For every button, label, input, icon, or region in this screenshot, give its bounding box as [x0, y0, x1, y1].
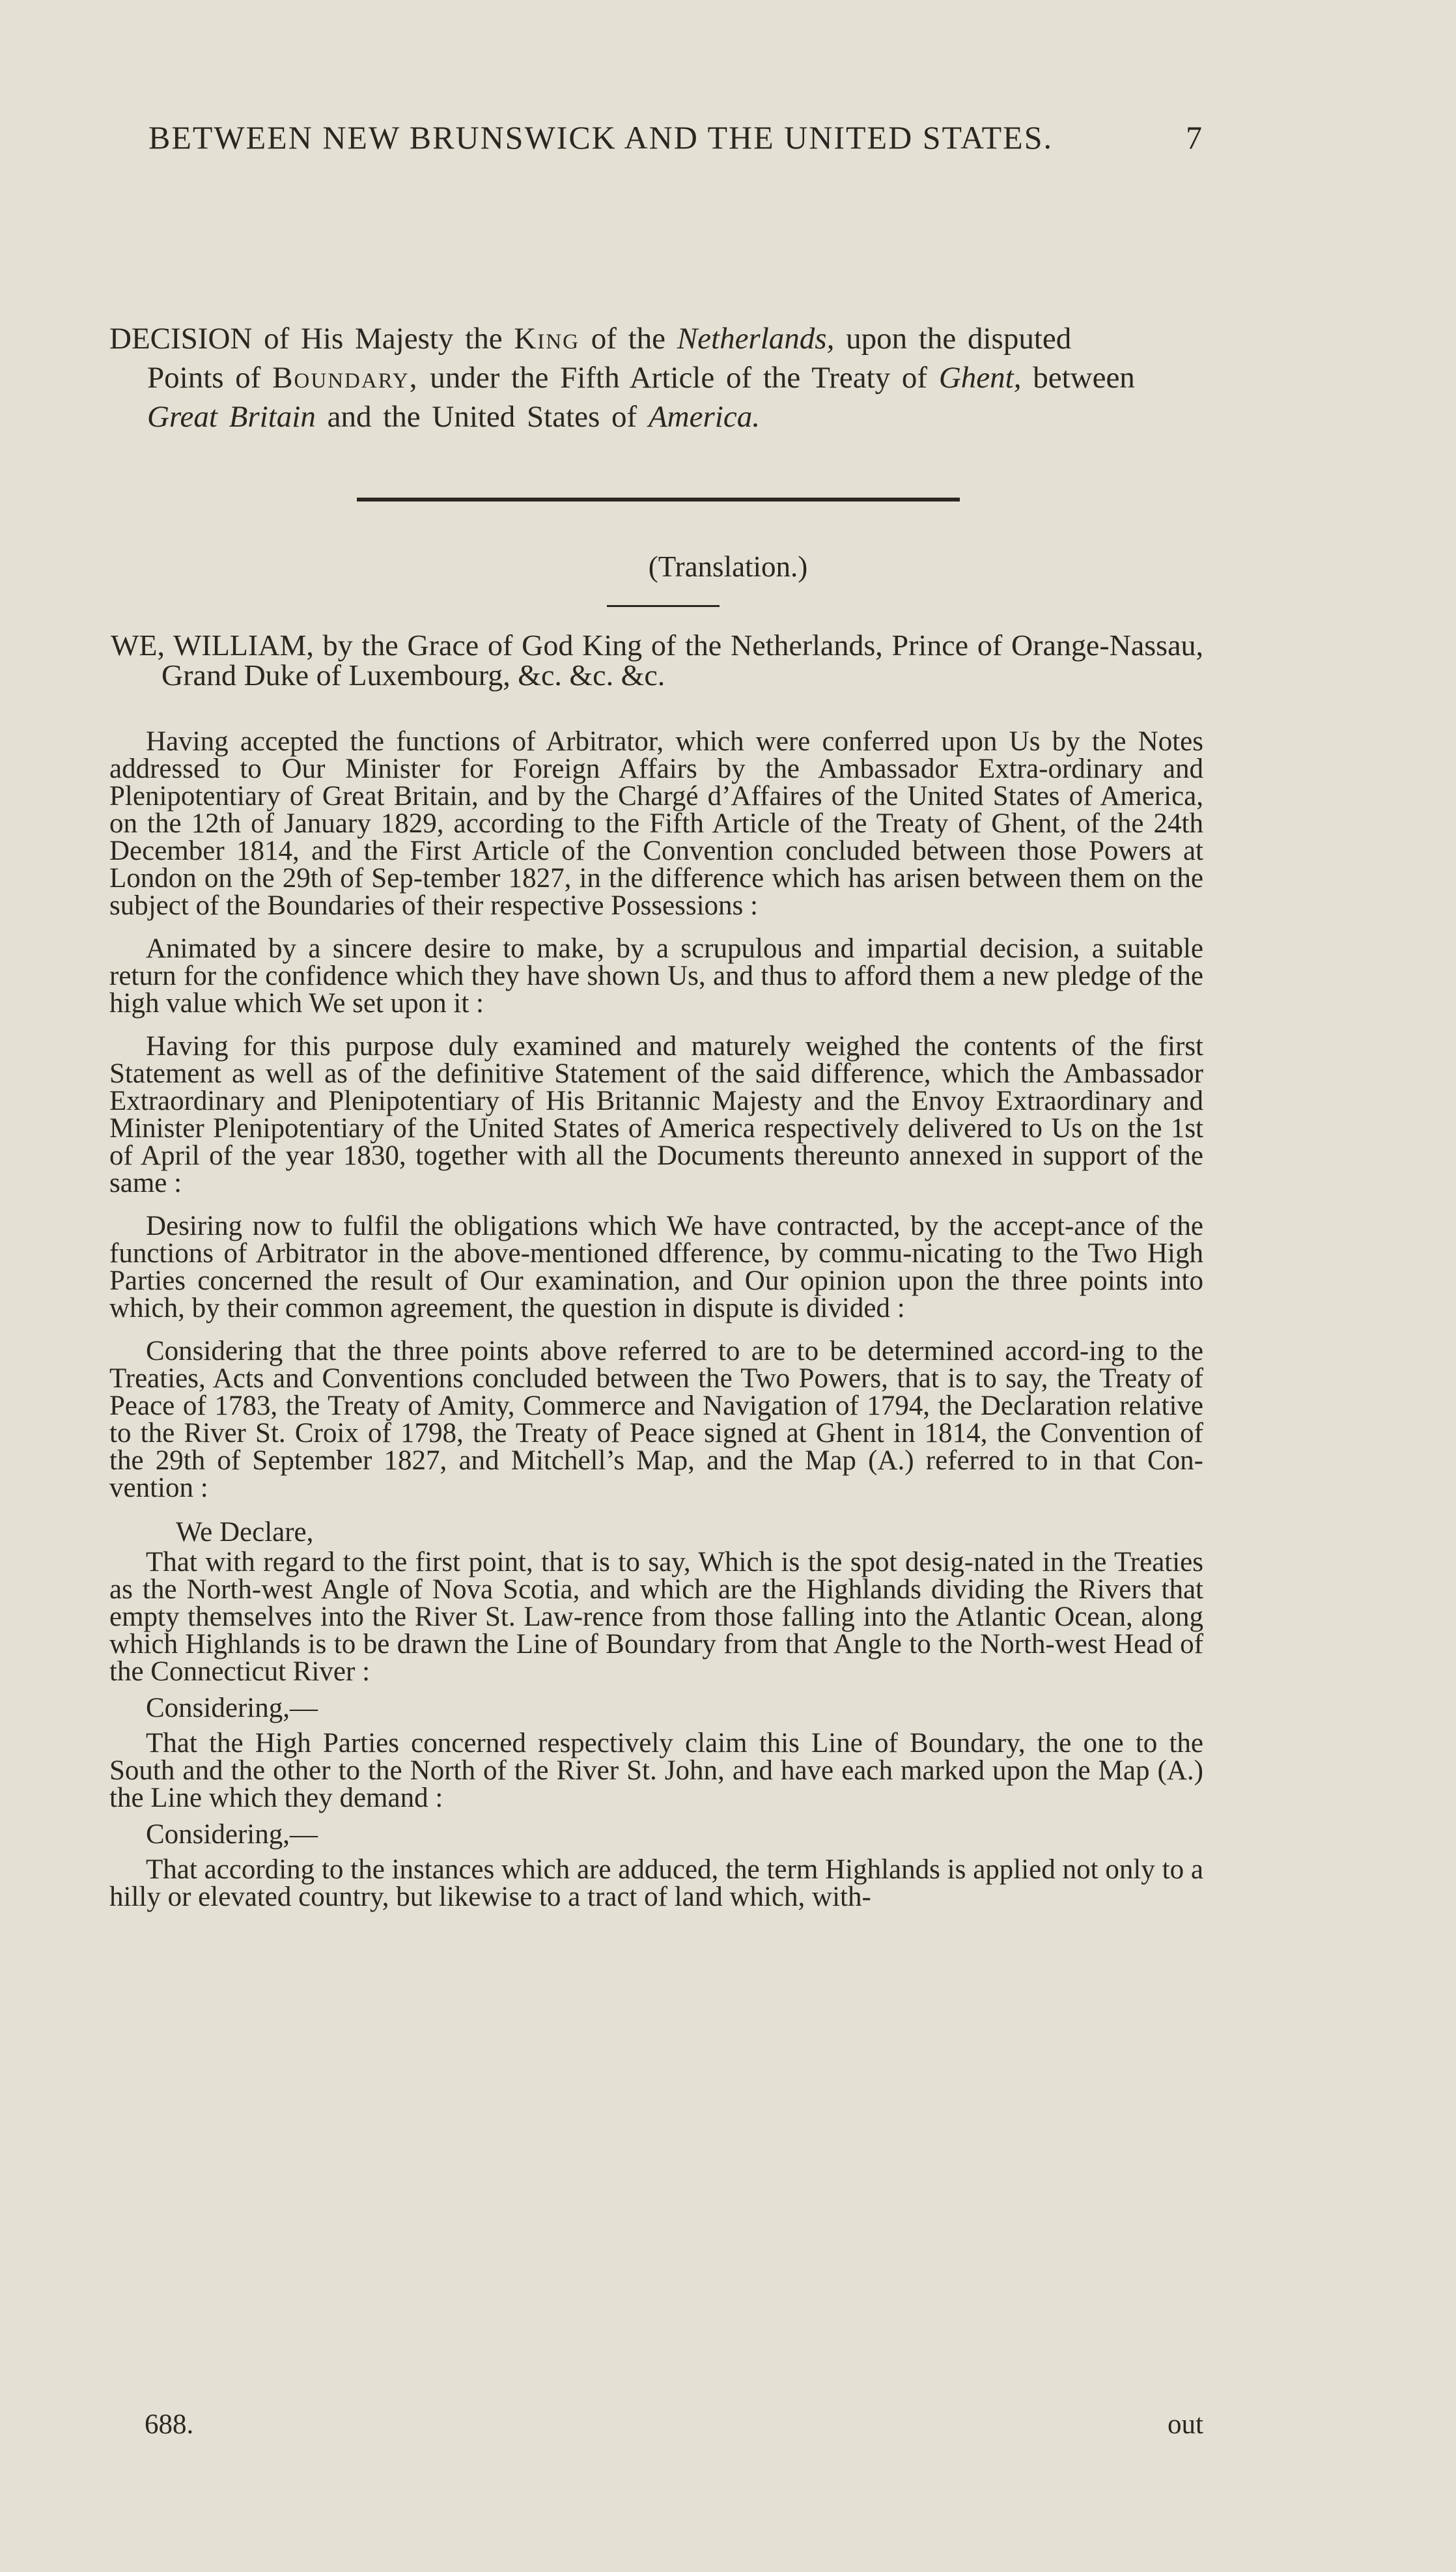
page-number: 7 [1186, 119, 1203, 156]
title-text: under the Fifth Article of the Treaty of [418, 361, 939, 395]
paragraph-having-examined: Having for this purpose duly examined and maturely weighed the contents of the first Statement as well as of the definitive Statement of the said difference, which the Ambassador Extraordinary and Plenipotentiary of His Britannic Majesty and the Envoy Extraordinary and Minister Plenipotentiary of the United States of America respectively delivered to Us on the 1st of April of the year 1830, together with all the Documents thereunto annexed in support of the same : [109, 1031, 1203, 1198]
title-king: King [514, 322, 580, 356]
title-text: Points of [147, 361, 273, 395]
running-head [148, 119, 1203, 156]
paragraph-highlands: That according to the instances which are adduced, the term Highlands is applied not only to a hilly or elevated country, but likewise to a tract of land which, with- [109, 1854, 1203, 1912]
considering-label-1: Considering,— [146, 1693, 318, 1723]
title-boundary: Boundary, [272, 361, 419, 395]
title-text: upon the disputed [834, 322, 1072, 356]
title-line-1 [109, 322, 1071, 356]
paragraph-first-point: That with regard to the first point, that is to say, Which is the spot desig-nated in the Treaties as the North-west Angle of Nova Scotia, and which are the Highlands dividing the Rivers that empty themselves into the River St. Law-rence from those falling into the Atlantic Ocean, along which Highlands is to be drawn the Line of Boundary from that Angle to the North-west Head of the Connecticut River : [109, 1547, 1203, 1687]
title-text: of the [579, 322, 677, 356]
title-line-3 [109, 397, 1203, 436]
signature-mark: 688. [145, 2409, 194, 2440]
body-text [109, 620, 1203, 1927]
we-william-paragraph: WE, WILLIAM, by the Grace of God King of the Netherlands, Prince of Orange-Nassau, Grand Duke of Luxembourg, &c. &c. &c. [111, 629, 1203, 692]
considering-label-2: Considering,— [146, 1819, 318, 1850]
paragraph-high-parties: That the High Parties concerned respectively claim this Line of Boundary, the one to the South and the other to the North of the River St. John, and have each marked upon the Map (A.) the Line which they demand : [109, 1728, 1203, 1813]
paragraph-arbitrator: Having accepted the functions of Arbitrator, which were conferred upon Us by the Notes addressed to Our Minister for Foreign Affairs by the Ambassador Extra-ordinary and Plenipotentiary of Great Britain, and by the Chargé d’Affaires of the United States of America, on the 12th of January 1829, according to the Fifth Article of the Treaty of Ghent, of the 24th December 1814, and the First Article of the Convention concluded between those Powers at London on the 29th of Sep-tember 1827, in the difference which has arisen between them on the subject of the Boundaries of their respective Possessions : [109, 726, 1203, 921]
we-declare-label: We Declare, [176, 1517, 314, 1547]
paragraph-considering-treaties: Considering that the three points above referred to are to be determined accord-ing to the Treaties, Acts and Conventions concluded between the Two Powers, that is to say, the Treaty of Peace of 1783, the Treaty of Amity, Commerce and Navigation of 1794, the Declaration relative to the River St. Croix of 1798, the Treaty of Peace signed at Ghent in 1814, the Convention of the 29th of September 1827, and Mitchell’s Map, and the Map (A.) referred to in that Con-vention : [109, 1336, 1203, 1503]
title-great-britain: Great Britain [147, 400, 316, 434]
paragraph-animated: Animated by a sincere desire to make, by a scrupulous and impartial decision, a suitable return for the confidence which they have shown Us, and thus to afford them a new pledge of the high value which We set upon it : [109, 933, 1203, 1019]
title-text: between [1021, 361, 1135, 395]
title-america: America. [648, 400, 760, 434]
catchword: out [1168, 2409, 1203, 2440]
title-divider-rule [357, 498, 960, 502]
title-text: and the United States of [315, 400, 649, 434]
paragraph-desiring: Desiring now to fulfil the obligations which We have contracted, by the accept-ance of the functions of Arbitrator in the above-mentioned dfference, by commu-nicating to the Two High Parties concerned the result of Our examination, and Our opinion upon the three points into which, by their common agreement, the question in dispute is divided : [109, 1211, 1203, 1323]
title-line-2 [109, 358, 1203, 397]
short-divider-rule [607, 605, 720, 607]
running-head-title: BETWEEN NEW BRUNSWICK AND THE UNITED STATES. [148, 119, 1054, 156]
translation-note: (Translation.) [648, 550, 808, 583]
title-ghent: Ghent, [938, 361, 1022, 395]
title-netherlands: Netherlands, [677, 322, 835, 356]
document-title [109, 319, 1203, 436]
title-text: DECISION of His Majesty the [109, 322, 514, 356]
